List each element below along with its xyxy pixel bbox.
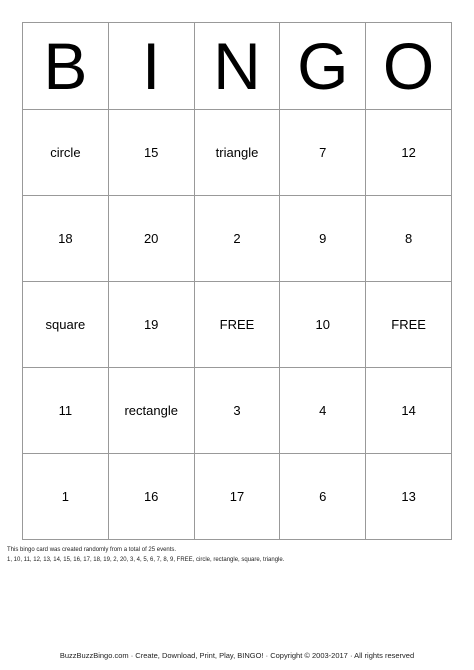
bingo-cell: 13	[366, 454, 452, 540]
bingo-cell: 6	[280, 454, 366, 540]
header-letter-i: I	[108, 23, 194, 110]
bingo-cell: 15	[108, 110, 194, 196]
bingo-cell: 8	[366, 196, 452, 282]
bingo-card	[22, 22, 452, 540]
header-letter-n: N	[194, 23, 280, 110]
bingo-cell: 3	[194, 368, 280, 454]
bingo-cell: 16	[108, 454, 194, 540]
bingo-cell: rectangle	[108, 368, 194, 454]
card-info-summary: This bingo card was created randomly from a total of 25 events.	[7, 547, 177, 553]
bingo-cell: 10	[280, 282, 366, 368]
bingo-cell: 19	[108, 282, 194, 368]
bingo-cell: 7	[280, 110, 366, 196]
bingo-row	[23, 368, 452, 454]
bingo-cell: 9	[280, 196, 366, 282]
bingo-row	[23, 454, 452, 540]
bingo-cell: triangle	[194, 110, 280, 196]
bingo-cell: square	[23, 282, 109, 368]
bingo-cell: 17	[194, 454, 280, 540]
bingo-cell: circle	[23, 110, 109, 196]
bingo-cell-free: FREE	[194, 282, 280, 368]
bingo-cell-free: FREE	[366, 282, 452, 368]
header-letter-o: O	[366, 23, 452, 110]
bingo-cell: 4	[280, 368, 366, 454]
card-info	[7, 545, 467, 565]
card-info-event-list: 1, 10, 11, 12, 13, 14, 15, 16, 17, 18, 19, 2, 20, 3, 4, 5, 6, 7, 8, 9, FREE, circle, rectangle, square, triangle.	[7, 557, 285, 563]
header-letter-b: B	[23, 23, 109, 110]
bingo-cell: 20	[108, 196, 194, 282]
bingo-row	[23, 196, 452, 282]
bingo-row	[23, 110, 452, 196]
bingo-cell: 18	[23, 196, 109, 282]
page-footer: BuzzBuzzBingo.com · Create, Download, Print, Play, BINGO! · Copyright © 2003-2017 · All rights reserved	[59, 651, 415, 660]
bingo-cell: 12	[366, 110, 452, 196]
bingo-cell: 14	[366, 368, 452, 454]
bingo-cell: 11	[23, 368, 109, 454]
bingo-cell: 1	[23, 454, 109, 540]
bingo-header-row	[23, 23, 452, 110]
header-letter-g: G	[280, 23, 366, 110]
bingo-row	[23, 282, 452, 368]
bingo-cell: 2	[194, 196, 280, 282]
